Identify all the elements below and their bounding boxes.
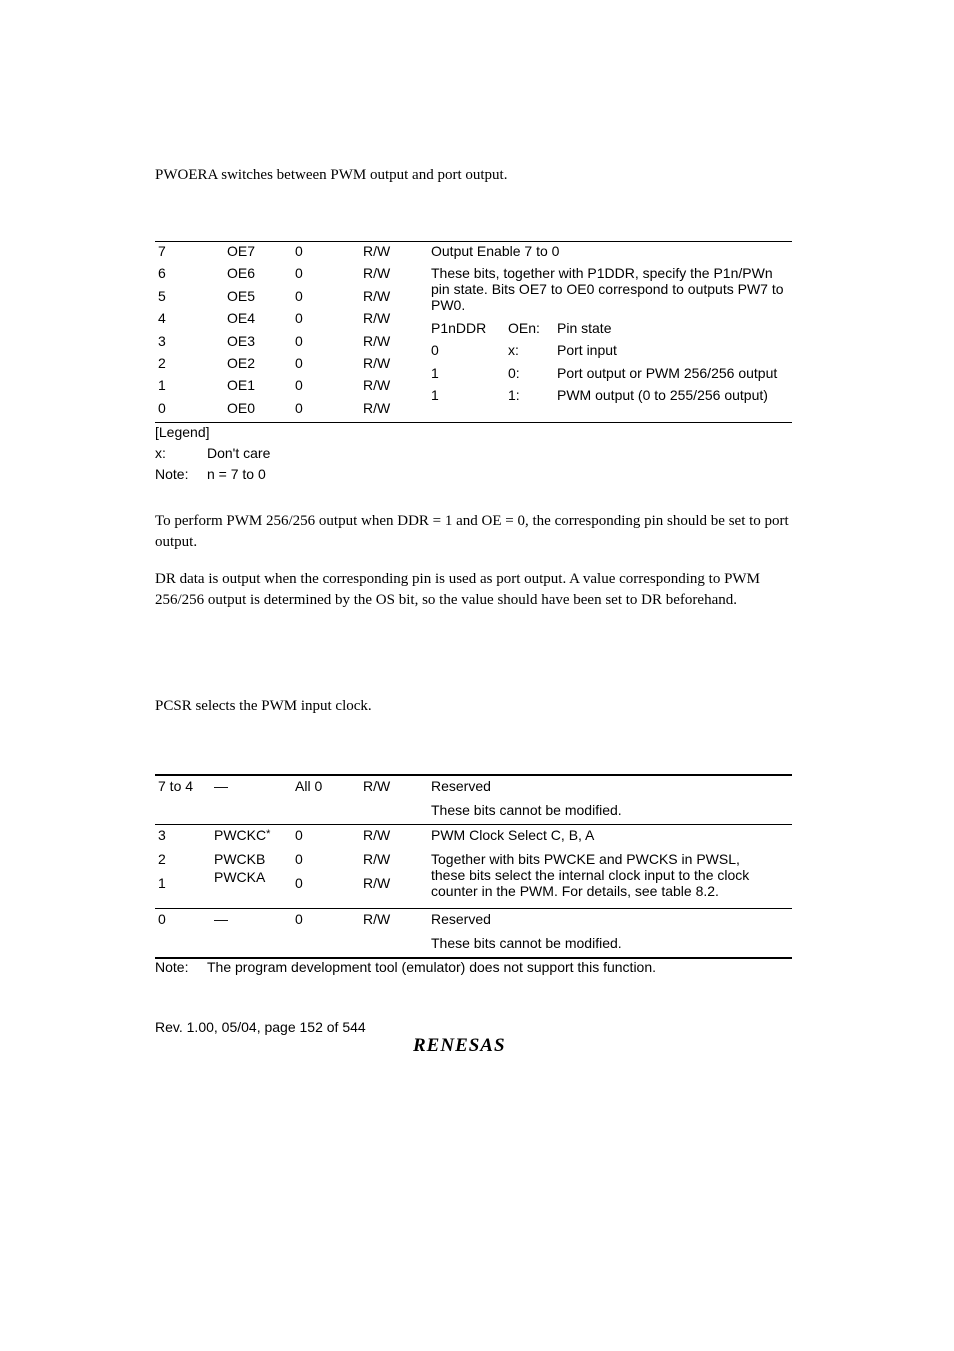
renesas-logo: RENESAS xyxy=(413,1035,506,1056)
pcsr-intro: PCSR selects the PWM input clock. xyxy=(155,698,372,714)
bit-cell: 4 xyxy=(158,310,166,327)
init-cell: 0 xyxy=(295,851,303,867)
subtable-header-oe: OEn: xyxy=(508,320,540,336)
name-text: PWCKC xyxy=(214,827,267,843)
rw-cell: R/W xyxy=(363,911,391,927)
name-cell: OE7 xyxy=(227,243,256,259)
pwoera-desc-body: These bits, together with P1DDR, specify the P1n/PWn pin state. Bits OE7 to OE0 correspond to outputs PW7 to PW0. xyxy=(431,265,784,313)
rw-cell: R/W xyxy=(363,851,391,867)
rw-cell: R/W xyxy=(363,243,391,259)
name-cell: OE3 xyxy=(227,332,256,349)
row-separator xyxy=(155,908,792,909)
rw-cell: R/W xyxy=(363,377,391,394)
init-cell: 0 xyxy=(295,377,303,394)
rw-cell: R/W xyxy=(363,399,391,416)
bit-cell: 2 xyxy=(158,355,166,371)
desc-title: Reserved xyxy=(431,911,491,927)
name-cell: OE4 xyxy=(227,310,256,327)
bit-cell: 1 xyxy=(158,377,166,394)
desc-body: These bits cannot be modified. xyxy=(431,802,622,818)
subtable-ddr: 1 xyxy=(431,365,439,381)
name-cell: — xyxy=(214,778,228,794)
init-cell: 0 xyxy=(295,310,303,327)
name-cell: OE6 xyxy=(227,265,256,282)
bit-cell: 2 xyxy=(158,851,166,867)
init-cell: 0 xyxy=(295,827,303,843)
init-cell: 0 xyxy=(295,332,303,349)
paragraph-ddr-oe: To perform PWM 256/256 output when DDR = 1 and OE = 0, the corresponding pin should be set to port output. xyxy=(155,513,789,550)
init-cell: 0 xyxy=(295,399,303,416)
name-cell: PWCKB xyxy=(214,851,266,867)
init-cell: 0 xyxy=(295,355,303,371)
name-cell: PWCKA xyxy=(214,869,266,885)
subtable-ddr: 1 xyxy=(431,387,439,403)
table-top-rule xyxy=(155,241,792,242)
row-separator xyxy=(155,824,792,825)
subtable-state: Port output or PWM 256/256 output xyxy=(557,365,778,381)
legend-title: [Legend] xyxy=(155,424,210,440)
subtable-header-state: Pin state xyxy=(557,320,612,336)
bit-cell: 1 xyxy=(158,875,166,891)
bit-cell: 5 xyxy=(158,287,166,304)
init-cell: All 0 xyxy=(295,778,323,794)
name-cell: — xyxy=(214,911,228,927)
subtable-state: PWM output (0 to 255/256 output) xyxy=(557,387,768,403)
desc-body: These bits cannot be modified. xyxy=(431,935,622,951)
bit-cell: 3 xyxy=(158,827,166,843)
init-cell: 0 xyxy=(295,265,303,282)
bit-cell: 3 xyxy=(158,332,166,349)
init-cell: 0 xyxy=(295,875,303,891)
name-cell: OE2 xyxy=(227,355,256,371)
pwoera-desc-title: Output Enable 7 to 0 xyxy=(431,243,560,259)
rw-cell: R/W xyxy=(363,355,391,371)
rw-cell: R/W xyxy=(363,827,391,843)
paragraph-dr-data: DR data is output when the corresponding pin is used as port output. A value corresponding to PWM 256/256 output is determined by the OS bit, so the value should have been set to DR beforehand. xyxy=(155,571,760,608)
desc-title: PWM Clock Select C, B, A xyxy=(431,827,595,843)
subtable-oe: 1: xyxy=(508,387,520,403)
rw-cell: R/W xyxy=(363,287,391,304)
pwoera-intro: PWOERA switches between PWM output and port output. xyxy=(155,167,508,183)
bit-cell: 7 xyxy=(158,243,166,259)
name-cell: OE1 xyxy=(227,377,256,394)
rw-cell: R/W xyxy=(363,310,391,327)
subtable-oe: x: xyxy=(508,342,519,358)
footnote-star: * xyxy=(266,828,271,840)
page-footer: Rev. 1.00, 05/04, page 152 of 544 xyxy=(155,1019,366,1035)
subtable-header-ddr: P1nDDR xyxy=(431,320,487,336)
name-cell: OE0 xyxy=(227,399,256,416)
subtable-ddr: 0 xyxy=(431,342,439,358)
init-cell: 0 xyxy=(295,287,303,304)
bit-cell: 0 xyxy=(158,399,166,416)
note-text: The program development tool (emulator) does not support this function. xyxy=(207,959,657,975)
rw-cell: R/W xyxy=(363,332,391,349)
table-bottom-rule xyxy=(155,422,792,423)
bit-cell: 6 xyxy=(158,265,166,282)
desc-body: Together with bits PWCKE and PWCKS in PWSL, these bits select the internal clock input to the clock counter in the PWM. For details, see table 8.2. xyxy=(431,851,750,899)
name-cell xyxy=(214,827,270,843)
name-cell: OE5 xyxy=(227,287,256,304)
legend-x-value: Don't care xyxy=(207,445,271,461)
bit-cell: 0 xyxy=(158,911,166,927)
legend-x-key: x: xyxy=(155,445,166,461)
rw-cell: R/W xyxy=(363,875,391,891)
desc-title: Reserved xyxy=(431,778,491,794)
subtable-state: Port input xyxy=(557,342,617,358)
legend-note-key: Note: xyxy=(155,466,189,482)
init-cell: 0 xyxy=(295,911,303,927)
bit-cell: 7 to 4 xyxy=(158,778,194,794)
subtable-oe: 0: xyxy=(508,365,520,381)
rw-cell: R/W xyxy=(363,778,391,794)
init-cell: 0 xyxy=(295,243,303,259)
legend-note-value: n = 7 to 0 xyxy=(207,466,266,482)
rw-cell: R/W xyxy=(363,265,391,282)
table-top-rule xyxy=(155,774,792,776)
note-key: Note: xyxy=(155,959,189,975)
